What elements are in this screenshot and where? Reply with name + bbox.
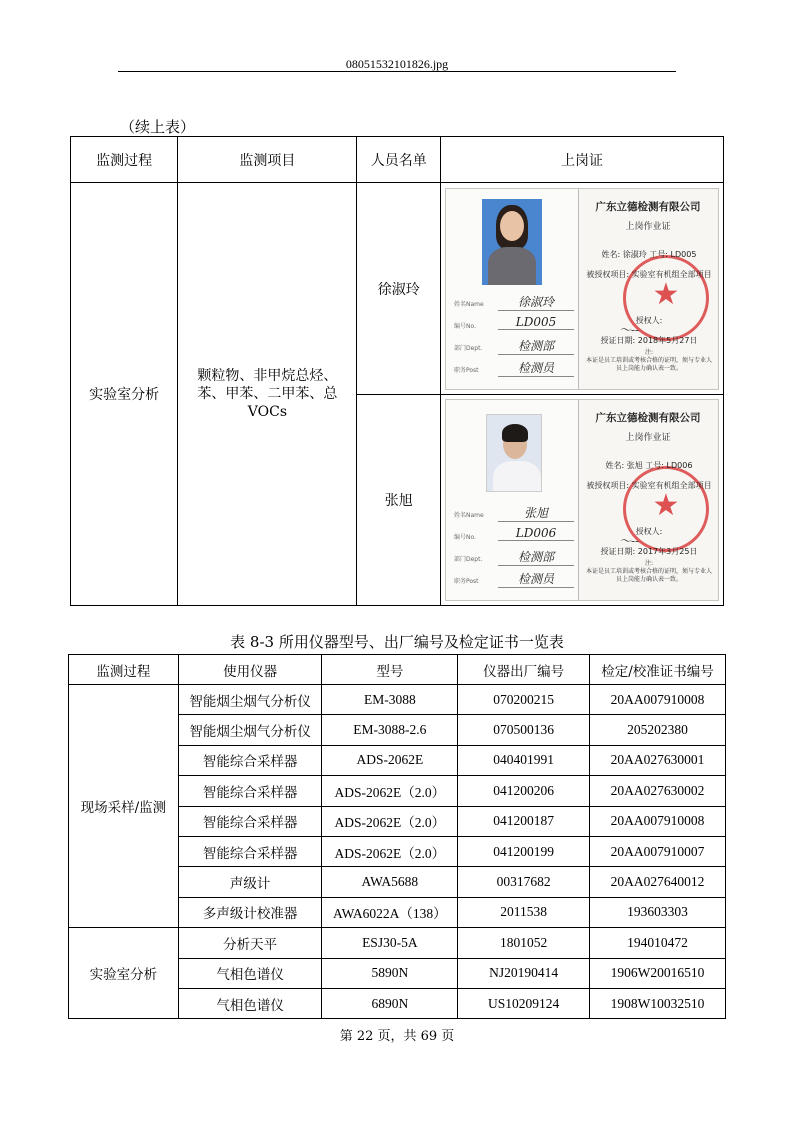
date-line: 授证日期: 2017年3月25日 xyxy=(600,547,698,556)
signature: 〜‐‐ xyxy=(618,534,640,548)
certificate-left-panel xyxy=(446,400,578,600)
process-cell: 现场采样/监测 xyxy=(69,685,179,928)
name-line: 姓名: 张旭 工号: LD006 xyxy=(605,461,693,470)
model: EM-3088-2.6 xyxy=(322,715,458,745)
certificate-number: 194010472 xyxy=(590,928,726,958)
certificate-title: 上岗作业证 xyxy=(625,433,671,443)
note-text: 本证是员工培训或考核合格的证明，须与专业人员上岗能力确认表一致。 xyxy=(585,356,712,372)
auth-line: 被授权项目: 实验室有机组全部项目 xyxy=(586,481,712,490)
model: ESJ30-5A xyxy=(322,928,458,958)
col-header: 使用仪器 xyxy=(178,655,322,685)
instrument-table-body xyxy=(69,685,726,1019)
field-row: 部门Dept. 检测部 xyxy=(454,337,574,353)
id-photo xyxy=(482,199,542,285)
instrument-name: 智能综合采样器 xyxy=(178,745,322,775)
note-label: 注: xyxy=(644,560,653,567)
certificate-cell xyxy=(440,183,723,395)
model: AWA6022A（138） xyxy=(322,897,458,927)
continued-label: （续上表） xyxy=(120,118,196,136)
certificate-image xyxy=(445,188,719,390)
certificate-number: 205202380 xyxy=(590,715,726,745)
serial-number: 070500136 xyxy=(458,715,590,745)
model: 6890N xyxy=(322,988,458,1018)
col-header: 检定/校准证书编号 xyxy=(590,655,726,685)
instrument-name: 气相色谱仪 xyxy=(178,958,322,988)
model: ADS-2062E（2.0） xyxy=(322,806,458,836)
col-header: 监测过程 xyxy=(71,137,178,183)
name-line: 姓名: 徐淑玲 工号: LD005 xyxy=(601,249,697,259)
company-seal: ★ xyxy=(623,466,709,552)
col-header: 型号 xyxy=(322,655,458,685)
serial-number: 070200215 xyxy=(458,685,590,715)
table-row xyxy=(69,685,726,715)
company-name: 广东立德检测有限公司 xyxy=(595,412,701,424)
instrument-name: 声级计 xyxy=(178,867,322,897)
field-row: 职务Post 检测员 xyxy=(454,359,574,375)
table-caption: 表 8-3 所用仪器型号、出厂编号及检定证书一览表 xyxy=(230,633,564,651)
person-name: 张旭 xyxy=(357,395,441,606)
date-line: 授证日期: 2018年5月27日 xyxy=(600,335,698,345)
certificate-number: 20AA007910008 xyxy=(590,806,726,836)
serial-number: NJ20190414 xyxy=(458,958,590,988)
model: AWA5688 xyxy=(322,867,458,897)
field-row: 姓名Name 徐淑玲 xyxy=(454,293,574,309)
instrument-name: 智能烟尘烟气分析仪 xyxy=(178,685,322,715)
certificate-number: 20AA007910007 xyxy=(590,836,726,866)
model: ADS-2062E（2.0） xyxy=(322,776,458,806)
company-seal: ★ xyxy=(623,255,709,341)
instrument-name: 智能综合采样器 xyxy=(178,836,322,866)
field-row: 部门Dept. 检测部 xyxy=(454,548,574,564)
certificate-title: 上岗作业证 xyxy=(625,221,671,232)
certificate-number: 1906W20016510 xyxy=(590,958,726,988)
auth-line: 被授权项目: 实验室有机组全部项目 xyxy=(586,269,712,279)
serial-number: 041200187 xyxy=(458,806,590,836)
id-photo xyxy=(486,414,542,492)
certificate-right-panel xyxy=(578,189,717,389)
note-label: 注: xyxy=(644,348,653,356)
instrument-name: 智能烟尘烟气分析仪 xyxy=(178,715,322,745)
col-header: 监测过程 xyxy=(69,655,179,685)
header-rule xyxy=(118,71,676,72)
serial-number: 2011538 xyxy=(458,897,590,927)
certificate-number: 20AA007910008 xyxy=(590,685,726,715)
serial-number: 041200199 xyxy=(458,836,590,866)
field-row: 姓名Name 张旭 xyxy=(454,504,574,520)
certificate-number: 20AA027630001 xyxy=(590,745,726,775)
authorizer-line: 授权人: xyxy=(635,527,663,536)
col-header: 人员名单 xyxy=(357,137,441,183)
model: EM-3088 xyxy=(322,685,458,715)
process-cell: 实验室分析 xyxy=(71,183,178,606)
process-cell: 实验室分析 xyxy=(69,928,179,1019)
table-row xyxy=(69,928,726,958)
table-row xyxy=(71,183,724,395)
certificate-left-panel xyxy=(446,189,578,389)
serial-number: 041200206 xyxy=(458,776,590,806)
instrument-name: 分析天平 xyxy=(178,928,322,958)
instrument-name: 气相色谱仪 xyxy=(178,988,322,1018)
certificate-cell xyxy=(440,395,723,606)
field-row: 编号No. LD006 xyxy=(454,526,574,542)
certificate-number: 193603303 xyxy=(590,897,726,927)
serial-number: US10209124 xyxy=(458,988,590,1018)
model: 5890N xyxy=(322,958,458,988)
company-name: 广东立德检测有限公司 xyxy=(595,200,701,213)
file-name: 08051532101826.jpg xyxy=(345,57,449,71)
authorizer-line: 授权人: xyxy=(635,315,663,325)
table-header-row xyxy=(69,655,726,685)
col-header: 监测项目 xyxy=(178,137,357,183)
signature: 〜‐‐ xyxy=(618,322,640,337)
col-header: 仪器出厂编号 xyxy=(458,655,590,685)
page-footer: 第 22 页，共 69 页 xyxy=(339,1029,455,1044)
serial-number: 040401991 xyxy=(458,745,590,775)
items-cell: 颗粒物、非甲烷总烃、苯、甲苯、二甲苯、总 VOCs xyxy=(178,183,357,606)
model: ADS-2062E xyxy=(322,745,458,775)
field-row: 编号No. LD005 xyxy=(454,315,574,331)
instrument-table xyxy=(68,654,726,1019)
note-text: 本证是员工培训或考核合格的证明，须与专业人员上岗能力确认表一致。 xyxy=(585,568,712,583)
certificate-number: 20AA027630002 xyxy=(590,776,726,806)
serial-number: 1801052 xyxy=(458,928,590,958)
person-name: 徐淑玲 xyxy=(357,183,441,395)
table-header-row xyxy=(71,137,724,183)
certificate-image xyxy=(445,399,719,601)
personnel-table xyxy=(70,136,724,606)
certificate-right-panel xyxy=(578,400,717,600)
certificate-number: 1908W10032510 xyxy=(590,988,726,1018)
certificate-number: 20AA027640012 xyxy=(590,867,726,897)
field-row: 职务Post 检测员 xyxy=(454,570,574,586)
instrument-name: 多声级计校准器 xyxy=(178,897,322,927)
model: ADS-2062E（2.0） xyxy=(322,836,458,866)
serial-number: 00317682 xyxy=(458,867,590,897)
col-header: 上岗证 xyxy=(440,137,723,183)
instrument-name: 智能综合采样器 xyxy=(178,806,322,836)
instrument-name: 智能综合采样器 xyxy=(178,776,322,806)
